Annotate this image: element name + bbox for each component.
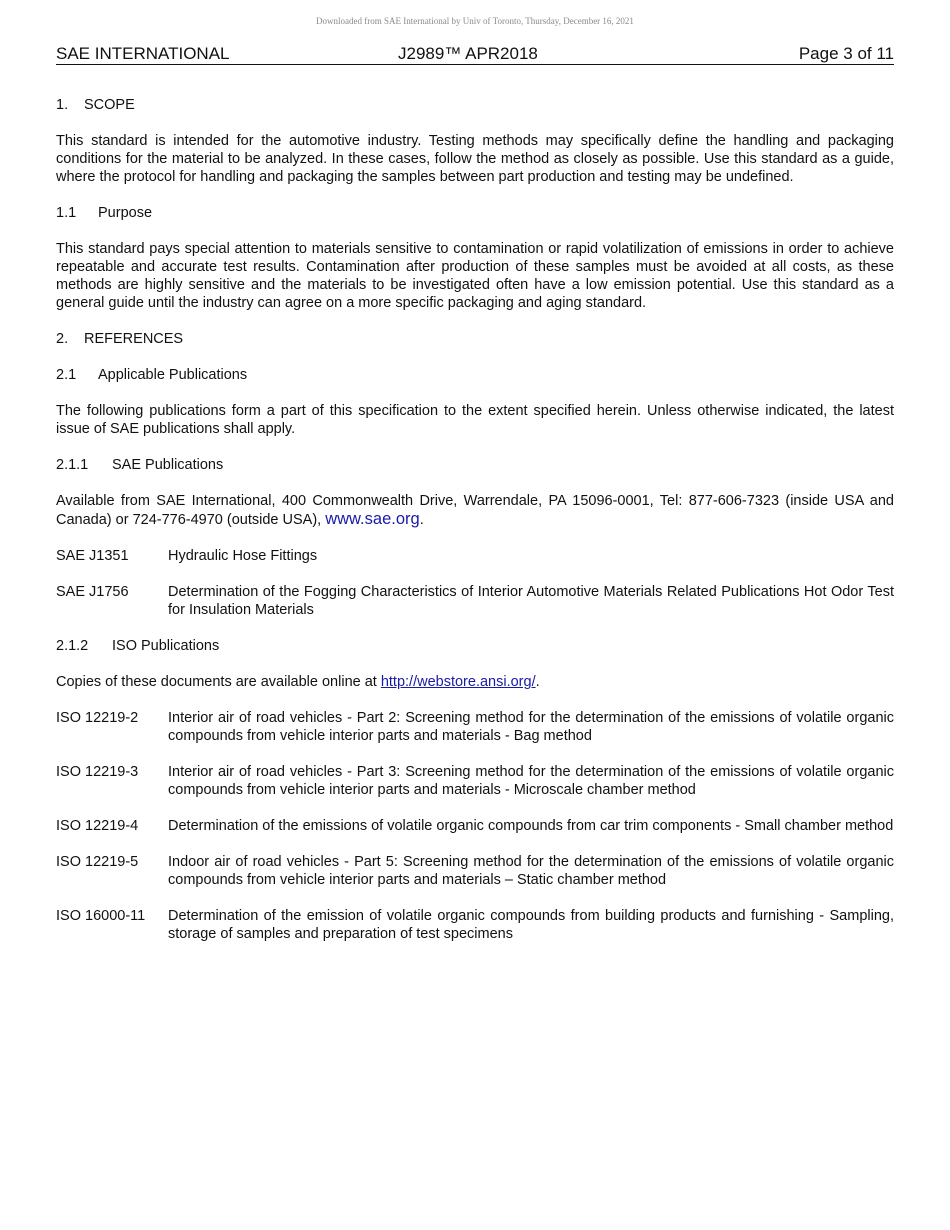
section-title: SCOPE bbox=[84, 97, 135, 113]
reference-code: ISO 12219-3 bbox=[56, 764, 139, 780]
header-doc-id: J2989™ APR2018 bbox=[398, 44, 538, 63]
reference-code: SAE J1756 bbox=[56, 584, 129, 600]
section-references-heading bbox=[56, 330, 894, 348]
section-number: 1.1 bbox=[56, 205, 77, 221]
reference-title: Hydraulic Hose Fittings bbox=[168, 548, 318, 564]
reference-item bbox=[56, 907, 894, 943]
download-watermark: Downloaded from SAE International by Univ of Toronto, Thursday, December 16, 2021 bbox=[316, 16, 634, 26]
reference-title: Interior air of road vehicles - Part 3: Screening method for the determination of the emissions of volatile organic compounds from vehicle interior parts and materials - Microscale chamber method bbox=[168, 764, 894, 798]
reference-title: Indoor air of road vehicles - Part 5: Screening method for the determination of the emissions of volatile organic compounds from vehicle interior parts and materials – Static chamber method bbox=[168, 854, 894, 888]
reference-item bbox=[56, 583, 894, 619]
scope-paragraph: This standard is intended for the automotive industry. Testing methods may specifically define the handling and packaging conditions for the material to be analyzed. In these cases, follow the method as closely as possible. Use this standard as a guide, where the protocol for handling and packaging the samples between part production and testing may be undefined. bbox=[56, 133, 894, 185]
section-number: 2.1 bbox=[56, 367, 77, 383]
applicable-paragraph: The following publications form a part of this specification to the extent specified herein. Unless otherwise indicated, the latest issue of SAE publications shall apply. bbox=[56, 403, 894, 437]
ansi-webstore-link[interactable]: http://webstore.ansi.org/ bbox=[380, 674, 536, 690]
reference-code: ISO 12219-4 bbox=[56, 818, 139, 834]
section-applicable-heading bbox=[56, 366, 894, 384]
section-title: Applicable Publications bbox=[98, 367, 248, 383]
reference-code: ISO 12219-2 bbox=[56, 710, 139, 726]
section-iso-pubs-heading bbox=[56, 637, 894, 655]
section-title: Purpose bbox=[98, 205, 153, 221]
sae-availability-text: Available from SAE International, 400 Commonwealth Drive, Warrendale, PA 15096-0001, Tel: 877-606-7323 (inside USA and Canada) or 724-776-4970 (outside USA), bbox=[56, 493, 894, 528]
reference-code: ISO 12219-5 bbox=[56, 854, 139, 870]
reference-item bbox=[56, 709, 894, 745]
section-sae-pubs-heading bbox=[56, 456, 894, 474]
reference-title: Determination of the emissions of volatile organic compounds from car trim components - Small chamber method bbox=[168, 818, 894, 834]
sae-availability-paragraph bbox=[56, 492, 894, 529]
sae-website-link[interactable]: www.sae.org bbox=[325, 510, 420, 528]
iso-availability-paragraph bbox=[56, 673, 894, 691]
reference-title: Interior air of road vehicles - Part 2: Screening method for the determination of the emissions of volatile organic compounds from vehicle interior parts and materials - Bag method bbox=[168, 710, 894, 744]
purpose-paragraph: This standard pays special attention to materials sensitive to contamination or rapid volatilization of emissions in order to achieve repeatable and accurate test results. Contamination after production of these samples must be avoided at all costs, as these methods are highly sensitive and the materials to be investigated often have a low emission potential. Use this standard as a general guide until the industry can agree on a more specific packaging and aging standard. bbox=[56, 241, 894, 311]
reference-item bbox=[56, 817, 894, 835]
iso-availability-end: . bbox=[535, 674, 540, 690]
section-purpose-heading bbox=[56, 204, 894, 222]
header-org: SAE INTERNATIONAL bbox=[56, 44, 230, 63]
section-number: 2.1.1 bbox=[56, 457, 89, 473]
reference-item bbox=[56, 547, 894, 565]
sae-availability-end: . bbox=[419, 512, 424, 528]
reference-title: Determination of the Fogging Characteristics of Interior Automotive Materials Related Publications Hot Odor Test for Insulation Materials bbox=[168, 584, 894, 618]
section-title: REFERENCES bbox=[84, 331, 184, 347]
reference-title: Determination of the emission of volatile organic compounds from building products and furnishing - Sampling, storage of samples and preparation of test specimens bbox=[168, 908, 894, 942]
document-body bbox=[56, 96, 894, 961]
section-number: 1. bbox=[56, 97, 69, 113]
reference-code: ISO 16000-11 bbox=[56, 908, 146, 924]
iso-availability-text: Copies of these documents are available online at bbox=[56, 674, 381, 690]
reference-item bbox=[56, 763, 894, 799]
section-number: 2. bbox=[56, 331, 69, 347]
reference-code: SAE J1351 bbox=[56, 548, 129, 564]
header-page-number: Page 3 of 11 bbox=[798, 44, 894, 63]
section-title: SAE Publications bbox=[112, 457, 224, 473]
reference-item bbox=[56, 853, 894, 889]
section-number: 2.1.2 bbox=[56, 638, 89, 654]
section-title: ISO Publications bbox=[112, 638, 220, 654]
section-scope-heading bbox=[56, 96, 894, 114]
page-header bbox=[56, 44, 894, 65]
